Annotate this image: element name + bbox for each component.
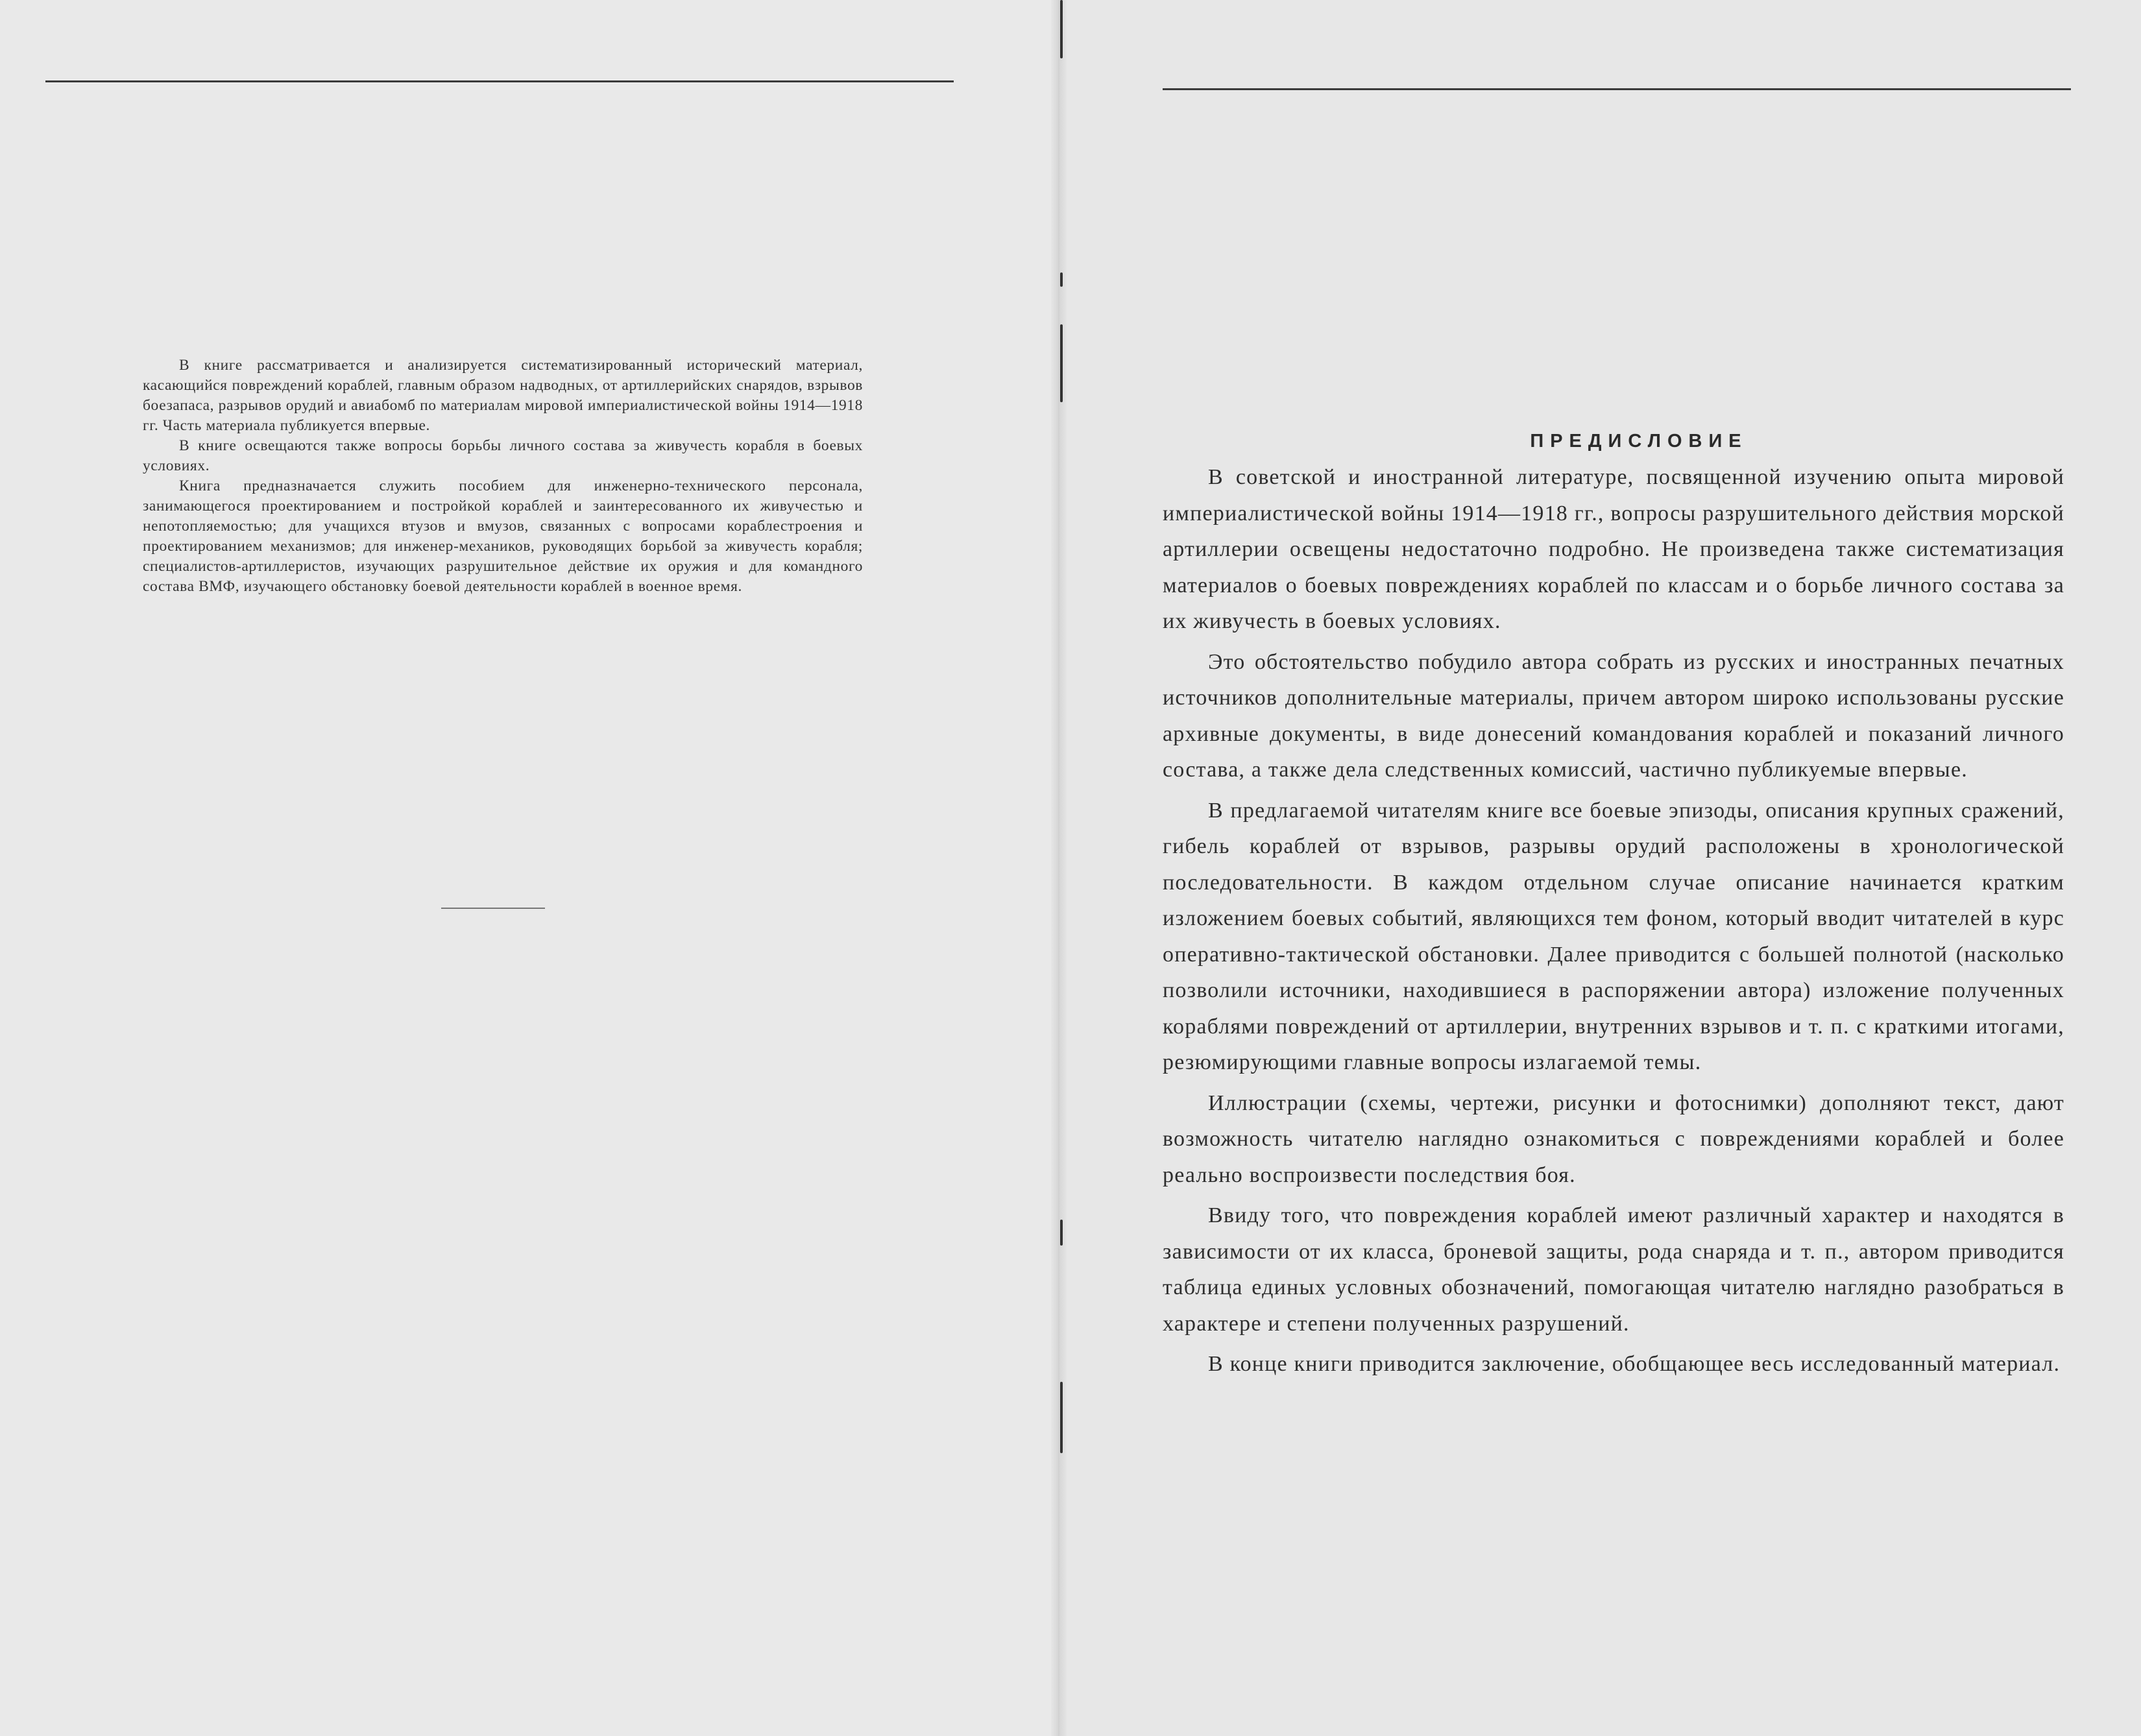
book-gutter — [1051, 0, 1067, 1736]
annotation-paragraph: В книге рассматривается и анализируется систематизированный исторический материал, касающийся повреждений кораблей, главным образом надводных, от артиллерийских снарядов, взрывов боезапаса, разрывов орудий и авиабомб по материалам мировой империалистической войны 1914—1918 гг. Часть материала публикуется впервые. — [143, 357, 863, 434]
left-page — [0, 0, 1058, 1736]
preface-paragraph: Иллюстрации (схемы, чертежи, рисунки и фотоснимки) дополняют текст, дают возможность читателю наглядно ознакомиться с повреждениями кораблей и более реально воспроизвести последствия боя. — [1163, 1091, 2064, 1187]
preface-heading: ПРЕДИСЛОВИЕ — [1530, 431, 1748, 452]
binding-stitch — [1060, 1220, 1063, 1246]
binding-stitch — [1060, 0, 1063, 58]
annotation-paragraph: Книга предназначается служить пособием для инженерно-технического персонала, занимающегося проектированием и постройкой кораблей и заинтересованного их живучестью и непотопляемостью; для учащихся втузов и вмузов, связанных с вопросами кораблестроения и проектированием механизмов; для инженер-механиков, руководящих борьбой за живучесть корабля; специалистов-артиллеристов, изучающих разрушительное действие их оружия и для командного состава ВМФ, изучающего обстановку боевой деятельности кораблей в военное время. — [143, 477, 863, 595]
preface-paragraph: Ввиду того, что повреждения кораблей имеют различный характер и находятся в зависимости от их класса, броневой защиты, рода снаряда и т. п., автором приводится таблица единых условных обозначений, помогающая читателю наглядно разобраться в характере и степени полученных разрушений. — [1163, 1203, 2064, 1336]
preface-paragraph: В конце книги приводится заключение, обобщающее весь исследованный материал. — [1208, 1352, 2061, 1376]
preface-paragraph: В предлагаемой читателям книге все боевые эпизоды, описания крупных сражений, гибель кораблей от взрывов, разрывы орудий расположены в хронологической последовательности. В каждом отдельном случае описание начинается кратким изложением боевых событий, являющихся тем фоном, который вводит читателей в курс оперативно-тактической обстановки. Далее приводится с большей полнотой (насколько позволили источники, находившиеся в распоряжении автора) изложение полученных кораблями повреждений от артиллерии, внутренних взрывов и т. п. с краткими итогами, резюмирующими главные вопросы излагаемой темы. — [1163, 798, 2064, 1074]
top-rule — [1163, 88, 2071, 90]
annotation-paragraph: В книге освещаются также вопросы борьбы личного состава за живучесть корабля в боевых условиях. — [143, 437, 863, 474]
closing-rule — [441, 908, 545, 909]
preface-body — [1163, 459, 2064, 1387]
binding-stitch — [1060, 324, 1063, 402]
binding-stitch — [1060, 1382, 1063, 1453]
preface-paragraph: Это обстоятельство побудило автора собрать из русских и иностранных печатных источников дополнительные материалы, причем автором широко использованы русские архивные документы, в виде донесений командования кораблей и показаний личного состава, а также дела следственных комиссий, частично публикуемые впервые. — [1163, 649, 2064, 782]
preface-paragraph: В советской и иностранной литературе, посвященной изучению опыта мировой империалистической войны 1914—1918 гг., вопросы разрушительного действия морской артиллерии освещены недостаточно подробно. Не произведена также систематизация материалов о боевых повреждениях кораблей по классам и о борьбе личного состава за их живучесть в боевых условиях. — [1163, 465, 2064, 633]
right-page — [1059, 0, 2141, 1736]
top-rule — [45, 80, 954, 82]
book-annotation — [143, 356, 863, 597]
binding-stitch — [1060, 272, 1063, 287]
